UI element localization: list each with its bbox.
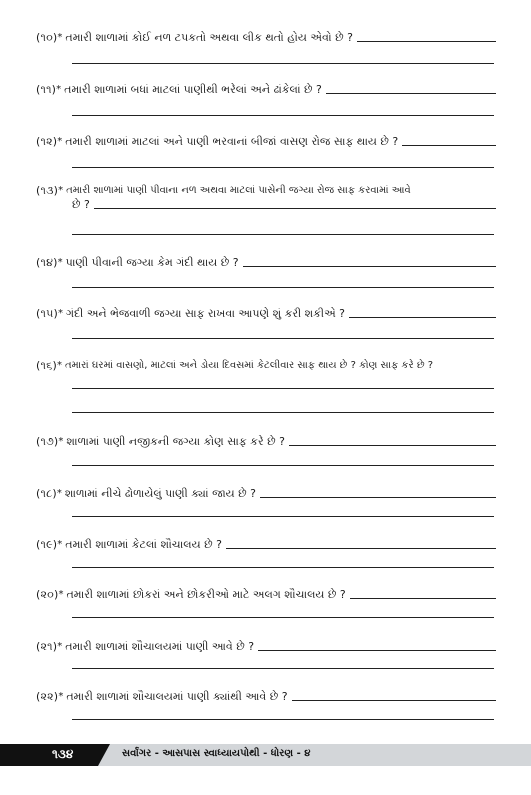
- question-number: (૧૧): [36, 83, 57, 96]
- question-16: [36, 359, 496, 373]
- question-22: [36, 690, 496, 704]
- question-13: [36, 184, 496, 212]
- question-number: (૧૦): [36, 31, 58, 44]
- question-20: [36, 588, 496, 602]
- question-11: [36, 83, 496, 97]
- question-number: (૨૧): [36, 640, 58, 653]
- question-text: તમારી શાળામાં શૌચાલયમાં પાણી ક્યાંથી આવે છે ?: [66, 690, 288, 703]
- answer-line[interactable]: [357, 41, 496, 42]
- answer-line[interactable]: [72, 668, 494, 669]
- page-number: ૧૩૪: [52, 747, 74, 761]
- answer-line[interactable]: [72, 63, 494, 64]
- footer-page-tab: [0, 744, 98, 766]
- question-14: [36, 256, 496, 270]
- answer-line[interactable]: [72, 465, 494, 466]
- question-number: (૧૬): [36, 359, 57, 372]
- answer-line[interactable]: [72, 617, 494, 618]
- star-mark: *: [58, 436, 64, 447]
- answer-line[interactable]: [72, 388, 494, 389]
- question-number: (૧૪): [36, 256, 58, 269]
- answer-line[interactable]: [402, 145, 496, 146]
- star-mark: *: [58, 308, 63, 319]
- answer-line[interactable]: [243, 266, 496, 267]
- answer-line[interactable]: [292, 700, 496, 701]
- answer-line[interactable]: [72, 516, 494, 517]
- answer-line[interactable]: [72, 719, 494, 720]
- answer-line[interactable]: [72, 115, 494, 116]
- question-17: [36, 435, 496, 449]
- answer-line[interactable]: [260, 497, 496, 498]
- question-text: તમારી શાળામાં બધાં માટલાં પાણીથી ભરેલાં અને ઢાંકેલાં છે ?: [64, 83, 322, 96]
- question-text: શાળામાં નીચે ઢોળાયેલું પાણી ક્યાં જાય છે ?: [64, 487, 257, 500]
- footer-book-title: સર્વાંગર - આસપાસ સ્વાધ્યાયપોથી - ધોરણ - ૪: [122, 748, 311, 759]
- star-mark: *: [56, 360, 62, 371]
- footer-tab-edge: [98, 744, 110, 766]
- question-text: તમારાં ઘરમાં વાસણો, માટલાં અને ડોયા દિવસમાં કેટલીવાર સાફ થાય છે ? કોણ સાફ કરે છે ?: [64, 360, 434, 371]
- answer-line[interactable]: [72, 287, 494, 288]
- answer-line[interactable]: [72, 167, 494, 168]
- star-mark: *: [56, 488, 62, 499]
- question-continuation: [72, 198, 496, 212]
- question-text: શાળામાં પાણી નજીકની જગ્યા કોણ સાફ કરે છે ?: [66, 435, 285, 448]
- question-number: (૧૩): [36, 184, 59, 197]
- question-12: [36, 135, 496, 149]
- question-text: તમારી શાળામાં માટલાં અને પાણી ભરવાનાં બીજાં વાસણ રોજ સાફ થાય છે ?: [65, 135, 399, 148]
- answer-line[interactable]: [72, 338, 494, 339]
- answer-line[interactable]: [349, 317, 496, 318]
- question-number: (૧૫): [36, 307, 58, 320]
- question-text: તમારી શાળામાં શૌચાલયમાં પાણી આવે છે ?: [65, 640, 255, 653]
- star-mark: *: [57, 32, 63, 43]
- question-15: [36, 307, 496, 321]
- star-mark: *: [57, 257, 63, 268]
- question-text: ગંદી અને ભેજવાળી જગ્યા સાફ રાખવા આપણે શું કરી શકીએ ?: [66, 307, 346, 320]
- answer-line[interactable]: [289, 445, 496, 446]
- answer-line[interactable]: [258, 650, 496, 651]
- answer-line[interactable]: [350, 598, 496, 599]
- star-mark: *: [56, 84, 62, 95]
- question-number: (૧૨): [36, 135, 58, 148]
- answer-line[interactable]: [72, 567, 494, 568]
- answer-line[interactable]: [326, 93, 496, 94]
- question-text: પાણી પીવાની જગ્યા કેમ ગંદી થાય છે ?: [65, 256, 239, 269]
- page-footer: [0, 744, 531, 766]
- answer-line[interactable]: [72, 234, 494, 235]
- question-21: [36, 640, 496, 654]
- question-18: [36, 487, 496, 501]
- star-mark: *: [58, 185, 64, 196]
- question-text: તમારી શાળામાં કેટલાં શૌચાલય છે ?: [65, 538, 222, 551]
- star-mark: *: [57, 539, 63, 550]
- star-mark: *: [58, 691, 64, 702]
- question-text: તમારી શાળામાં છોકરાં અને છોકરીઓ માટે અલગ શૌચાલય છે ?: [66, 588, 346, 601]
- question-19: [36, 538, 496, 552]
- question-text: તમારી શાળામાં કોઈ નળ ટપકતો અથવા લીક થતો હોય એવો છે ?: [65, 31, 353, 44]
- star-mark: *: [57, 641, 63, 652]
- answer-line[interactable]: [72, 412, 494, 413]
- answer-line[interactable]: [226, 548, 496, 549]
- question-text-continued: છે ?: [72, 198, 90, 211]
- answer-line[interactable]: [94, 208, 496, 209]
- question-text: તમારી શાળામાં પાણી પીવાના નળ અથવા માટલાં પાસેની જગ્યા રોજ સાફ કરવામાં આવે: [66, 185, 411, 196]
- question-10: [36, 31, 496, 45]
- question-number: (૨૨): [36, 690, 59, 703]
- question-number: (૨૦): [36, 588, 59, 601]
- star-mark: *: [58, 589, 64, 600]
- question-number: (૧૯): [36, 538, 58, 551]
- question-number: (૧૮): [36, 487, 57, 500]
- question-number: (૧૭): [36, 435, 59, 448]
- star-mark: *: [57, 136, 63, 147]
